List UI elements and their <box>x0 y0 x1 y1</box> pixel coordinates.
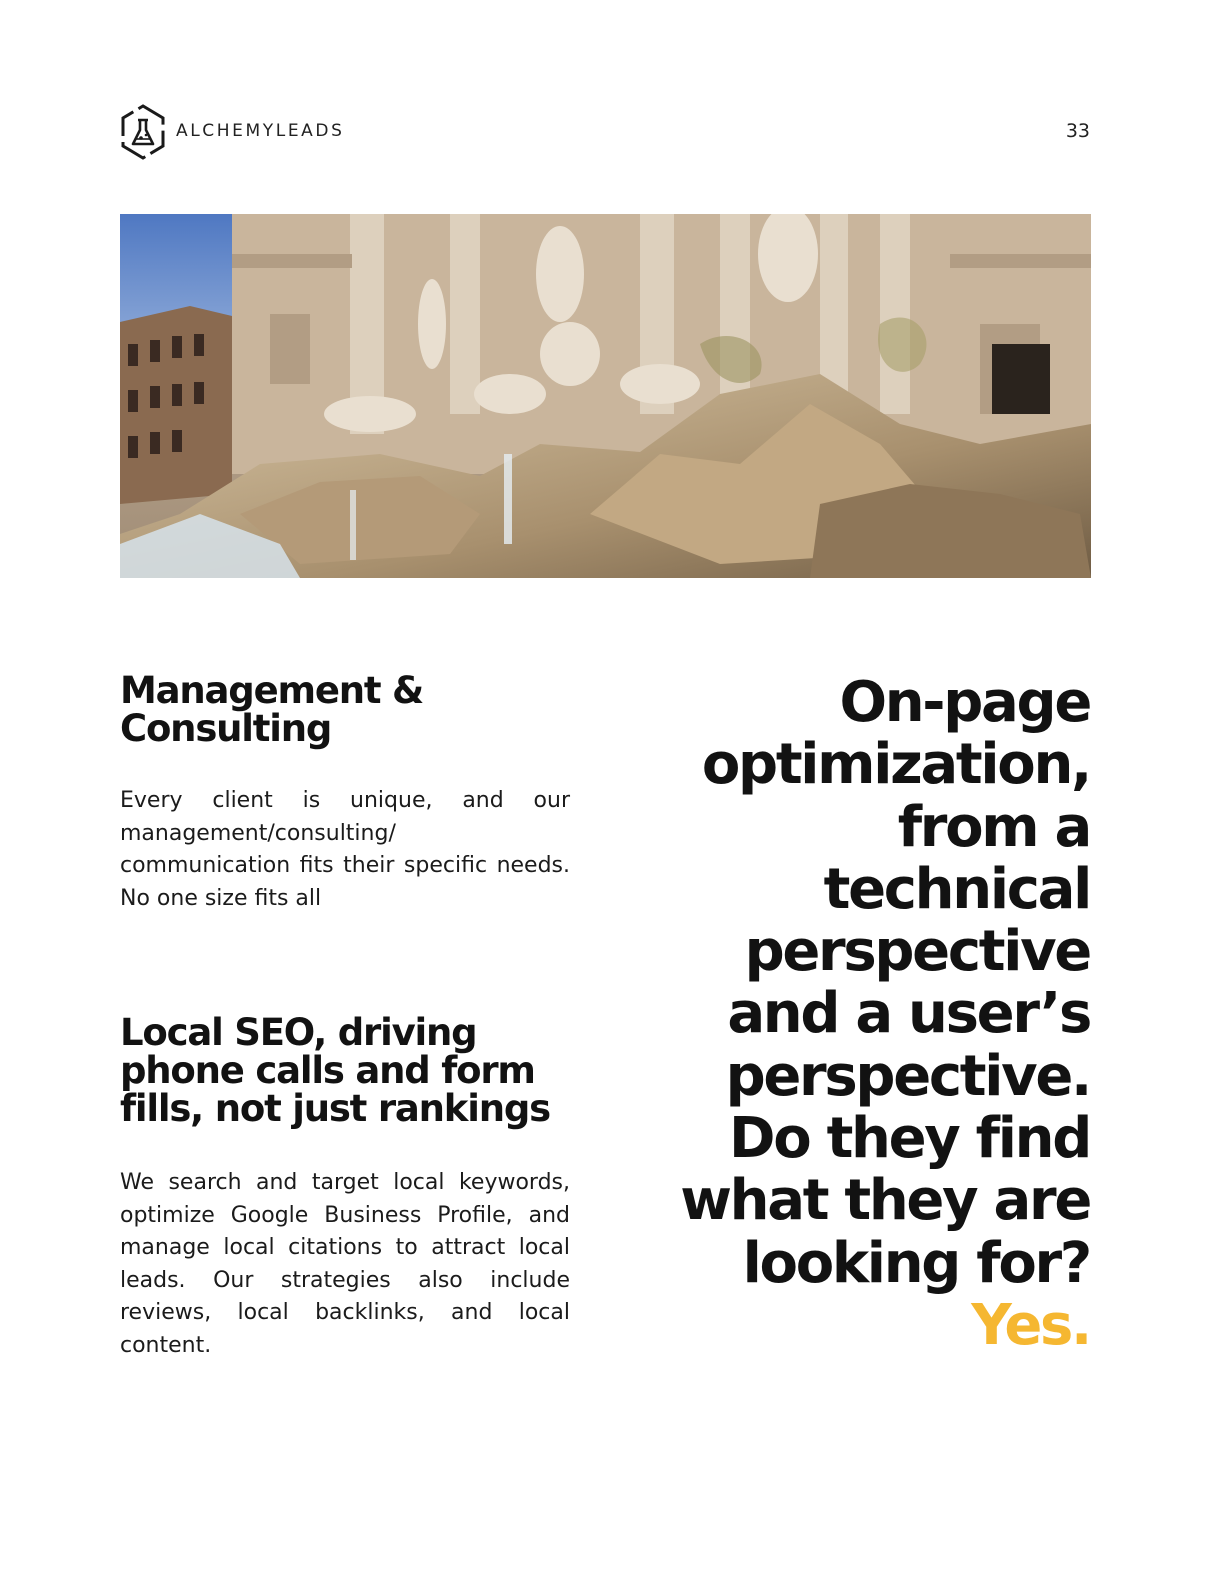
callout-answer: Yes. <box>971 1292 1090 1358</box>
callout-line: optimization, <box>701 732 1090 798</box>
callout-line: from a <box>897 794 1090 860</box>
section-body-management: Every client is unique, and our management/consulting/ communication fits their specific needs. No one size fits all <box>120 788 570 911</box>
callout-line: perspective. <box>725 1043 1090 1109</box>
flask-hexagon-icon <box>120 104 166 160</box>
callout-line: what they are <box>680 1168 1090 1234</box>
callout-quote <box>610 672 1090 1357</box>
hero-image <box>120 214 1091 578</box>
callout-line: On-page <box>839 670 1090 735</box>
section-heading-local-seo: Local SEO, driving phone calls and form fills, not just rankings <box>120 1011 550 1130</box>
callout-line: looking for? <box>742 1230 1090 1296</box>
section-body-local-seo: We search and target local keywords, optimize Google Business Profile, and manage local citations to attract local leads. Our strategies also include reviews, local backlinks, and local content. <box>120 1170 570 1358</box>
callout-line: perspective <box>744 919 1090 985</box>
brand-name: ALCHEMYLEADS <box>176 121 345 141</box>
callout-line: Do they find <box>729 1106 1090 1172</box>
section-heading-management: Management & Consulting <box>120 669 424 750</box>
page-number: 33 <box>1065 120 1090 142</box>
callout-line: technical <box>823 856 1090 922</box>
callout-line: and a user’s <box>727 981 1090 1047</box>
page-header <box>120 104 1090 160</box>
